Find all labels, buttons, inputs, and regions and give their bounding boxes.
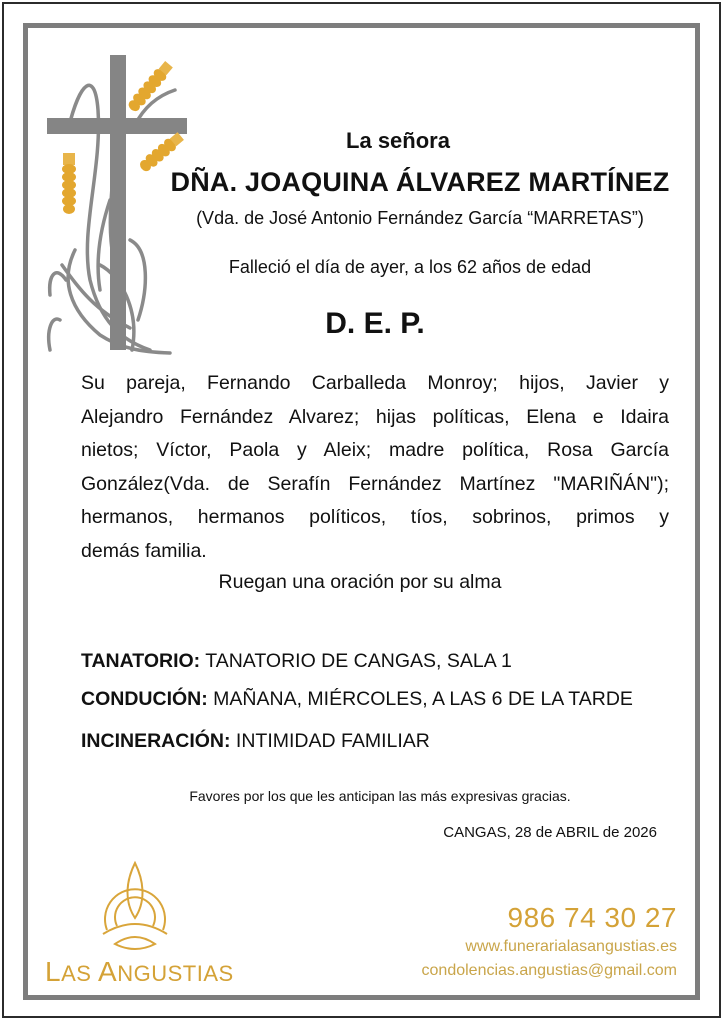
service-conducion	[81, 688, 633, 711]
deceased-name: DÑA. JOAQUINA ÁLVAREZ MARTÍNEZ	[170, 167, 670, 197]
widow-of-text: (Vda. de José Antonio Fernández García “MARRETAS”)	[196, 208, 644, 228]
family-line: hermanos, hermanos políticos, tíos, sobrinos, primos y	[81, 506, 669, 529]
service-incineracion	[81, 730, 430, 753]
place-date: CANGAS, 28 de ABRIL de 2026	[443, 824, 657, 841]
website-link[interactable]: www.funerarialasangustias.es	[465, 938, 677, 955]
prayer-text: Ruegan una oración por su alma	[218, 571, 502, 593]
service-label: CONDUCIÓN:	[81, 688, 208, 710]
service-value: TANATORIO DE CANGAS, SALA 1	[205, 650, 512, 672]
family-line: Alejandro Fernández Alvarez; hijas políticas, Elena e Idaira	[81, 405, 669, 428]
service-label: INCINERACIÓN:	[81, 730, 231, 752]
intro-text: La señora	[346, 128, 450, 153]
service-label: TANATORIO:	[81, 650, 201, 672]
dep-text: D. E. P.	[325, 307, 425, 340]
phone-number: 986 74 30 27	[507, 902, 677, 933]
family-line: González(Vda. de Serafín Fernández Martínez "MARIÑÁN");	[81, 472, 669, 495]
service-value: MAÑANA, MIÉRCOLES, A LAS 6 DE LA TARDE	[213, 688, 633, 710]
family-line: nietos; Víctor, Paola y Aleix; madre política, Rosa García	[81, 439, 669, 462]
service-tanatorio	[81, 650, 512, 673]
death-line: Falleció el día de ayer, a los 62 años de edad	[228, 257, 592, 277]
family-line: Su pareja, Fernando Carballeda Monroy; hijos, Javier y	[81, 372, 669, 394]
service-value: INTIMIDAD FAMILIAR	[235, 730, 430, 752]
family-line: demás familia.	[81, 539, 207, 562]
family-paragraph	[81, 367, 669, 569]
las-angustias-logo-icon	[95, 858, 175, 953]
brand-name: LAS ANGUSTIAS	[45, 956, 234, 987]
email-link[interactable]: condolencias.angustias@gmail.com	[421, 962, 677, 979]
thanks-text: Favores por los que les anticipan las más expresivas gracias.	[189, 788, 571, 804]
